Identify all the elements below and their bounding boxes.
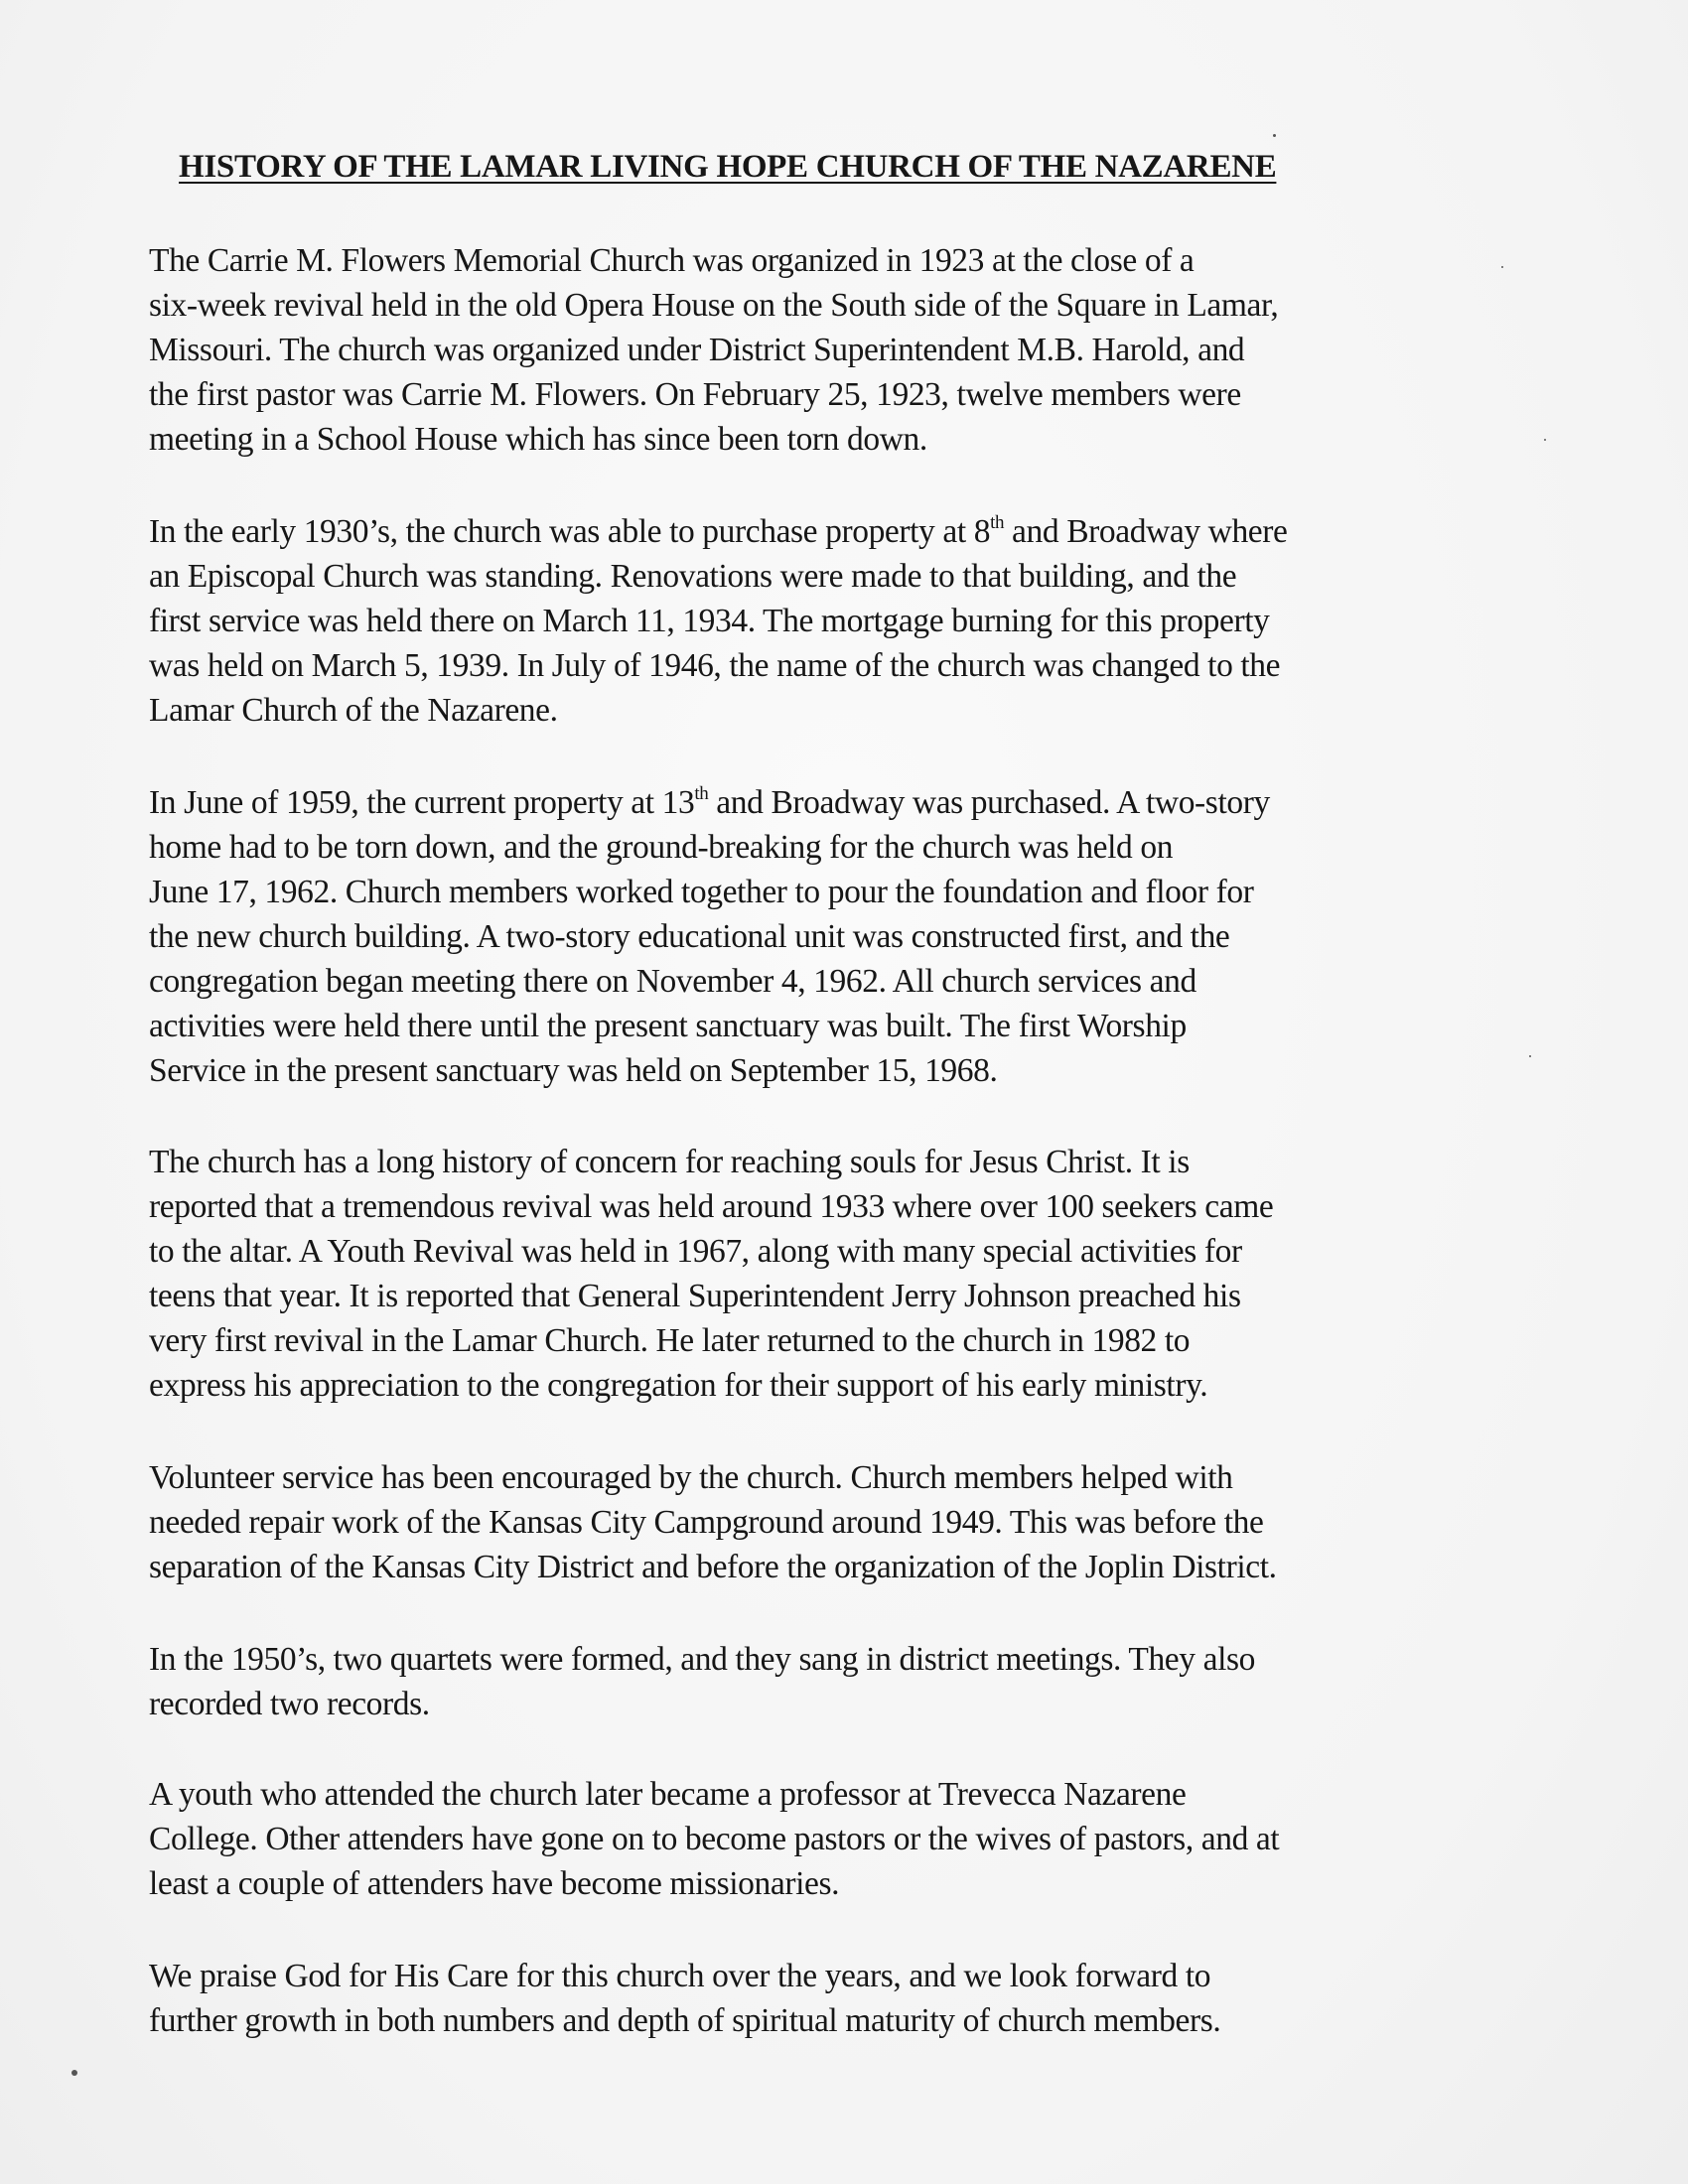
text-line: reported that a tremendous revival was held around 1933 where over 100 seekers came <box>149 1188 1274 1225</box>
text-segment: In the early 1930’s, the church was able to purchase property at 8 <box>149 513 991 550</box>
text-line: In the 1950’s, two quartets were formed, and they sang in district meetings. They also <box>149 1641 1255 1678</box>
text-line: the first pastor was Carrie M. Flowers. On February 25, 1923, twelve members were <box>149 376 1241 413</box>
ordinal-suffix: th <box>990 512 1005 533</box>
scan-speck <box>71 2070 77 2076</box>
scan-speck <box>1273 134 1276 137</box>
text-line: A youth who attended the church later became a professor at Trevecca Nazarene <box>149 1776 1187 1813</box>
text-line: Lamar Church of the Nazarene. <box>149 692 558 729</box>
text-line: express his appreciation to the congregation for their support of his early ministry. <box>149 1367 1208 1404</box>
text-line: Volunteer service has been encouraged by the church. Church members helped with <box>149 1459 1233 1496</box>
paragraph-early-1930s <box>149 509 1559 733</box>
text-line: June 17, 1962. Church members worked together to pour the foundation and floor for <box>149 874 1254 910</box>
text-line: College. Other attenders have gone on to become pastors or the wives of pastors, and at <box>149 1821 1280 1857</box>
paragraph-revivals <box>149 1140 1559 1408</box>
text-line: to the altar. A Youth Revival was held in 1967, along with many special activities for <box>149 1233 1242 1270</box>
paragraph-volunteer-service <box>149 1455 1559 1589</box>
text-line: needed repair work of the Kansas City Campground around 1949. This was before the <box>149 1504 1264 1541</box>
paragraph-1959-property <box>149 780 1559 1093</box>
text-line: The Carrie M. Flowers Memorial Church was organized in 1923 at the close of a <box>149 242 1195 279</box>
text-line: very first revival in the Lamar Church. He later returned to the church in 1982 to <box>149 1322 1191 1359</box>
text-line: activities were held there until the present sanctuary was built. The first Worship <box>149 1008 1187 1044</box>
text-line: teens that year. It is reported that General Superintendent Jerry Johnson preached his <box>149 1278 1241 1314</box>
text-line: We praise God for His Care for this church over the years, and we look forward to <box>149 1958 1211 1994</box>
scan-speck <box>1529 1055 1531 1057</box>
text-segment: and Broadway where <box>1004 513 1288 550</box>
text-line: home had to be torn down, and the ground-breaking for the church was held on <box>149 829 1174 866</box>
scan-speck <box>1544 439 1546 441</box>
paragraph-founding <box>149 238 1559 462</box>
text-line <box>149 509 1559 554</box>
paragraph-quartets <box>149 1637 1559 1726</box>
ordinal-suffix: th <box>694 783 709 804</box>
text-line: least a couple of attenders have become missionaries. <box>149 1865 840 1902</box>
text-line: the new church building. A two-story educational unit was constructed first, and the <box>149 918 1230 955</box>
document-title: HISTORY OF THE LAMAR LIVING HOPE CHURCH OF THE NAZARENE <box>179 149 1277 185</box>
text-line: The church has a long history of concern for reaching souls for Jesus Christ. It is <box>149 1144 1190 1180</box>
text-segment: In June of 1959, the current property at 13 <box>149 784 695 821</box>
text-line: first service was held there on March 11, 1934. The mortgage burning for this property <box>149 603 1270 639</box>
text-line: further growth in both numbers and depth of spiritual maturity of church members. <box>149 2002 1221 2039</box>
scan-speck <box>1501 266 1503 268</box>
text-line: recorded two records. <box>149 1686 430 1722</box>
text-line: an Episcopal Church was standing. Renovations were made to that building, and the <box>149 558 1237 595</box>
text-line <box>149 780 1559 825</box>
text-line: six-week revival held in the old Opera House on the South side of the Square in Lamar, <box>149 287 1279 324</box>
text-line: meeting in a School House which has since been torn down. <box>149 421 927 458</box>
paragraph-attenders <box>149 1772 1559 1906</box>
text-line: was held on March 5, 1939. In July of 1946, the name of the church was changed to the <box>149 647 1281 684</box>
text-line: Missouri. The church was organized under District Superintendent M.B. Harold, and <box>149 332 1245 368</box>
text-line: congregation began meeting there on November 4, 1962. All church services and <box>149 963 1196 1000</box>
text-line: Service in the present sanctuary was held on September 15, 1968. <box>149 1052 998 1089</box>
text-line: separation of the Kansas City District and before the organization of the Joplin District. <box>149 1549 1277 1585</box>
text-segment: and Broadway was purchased. A two-story <box>708 784 1270 821</box>
paragraph-closing <box>149 1954 1559 2043</box>
